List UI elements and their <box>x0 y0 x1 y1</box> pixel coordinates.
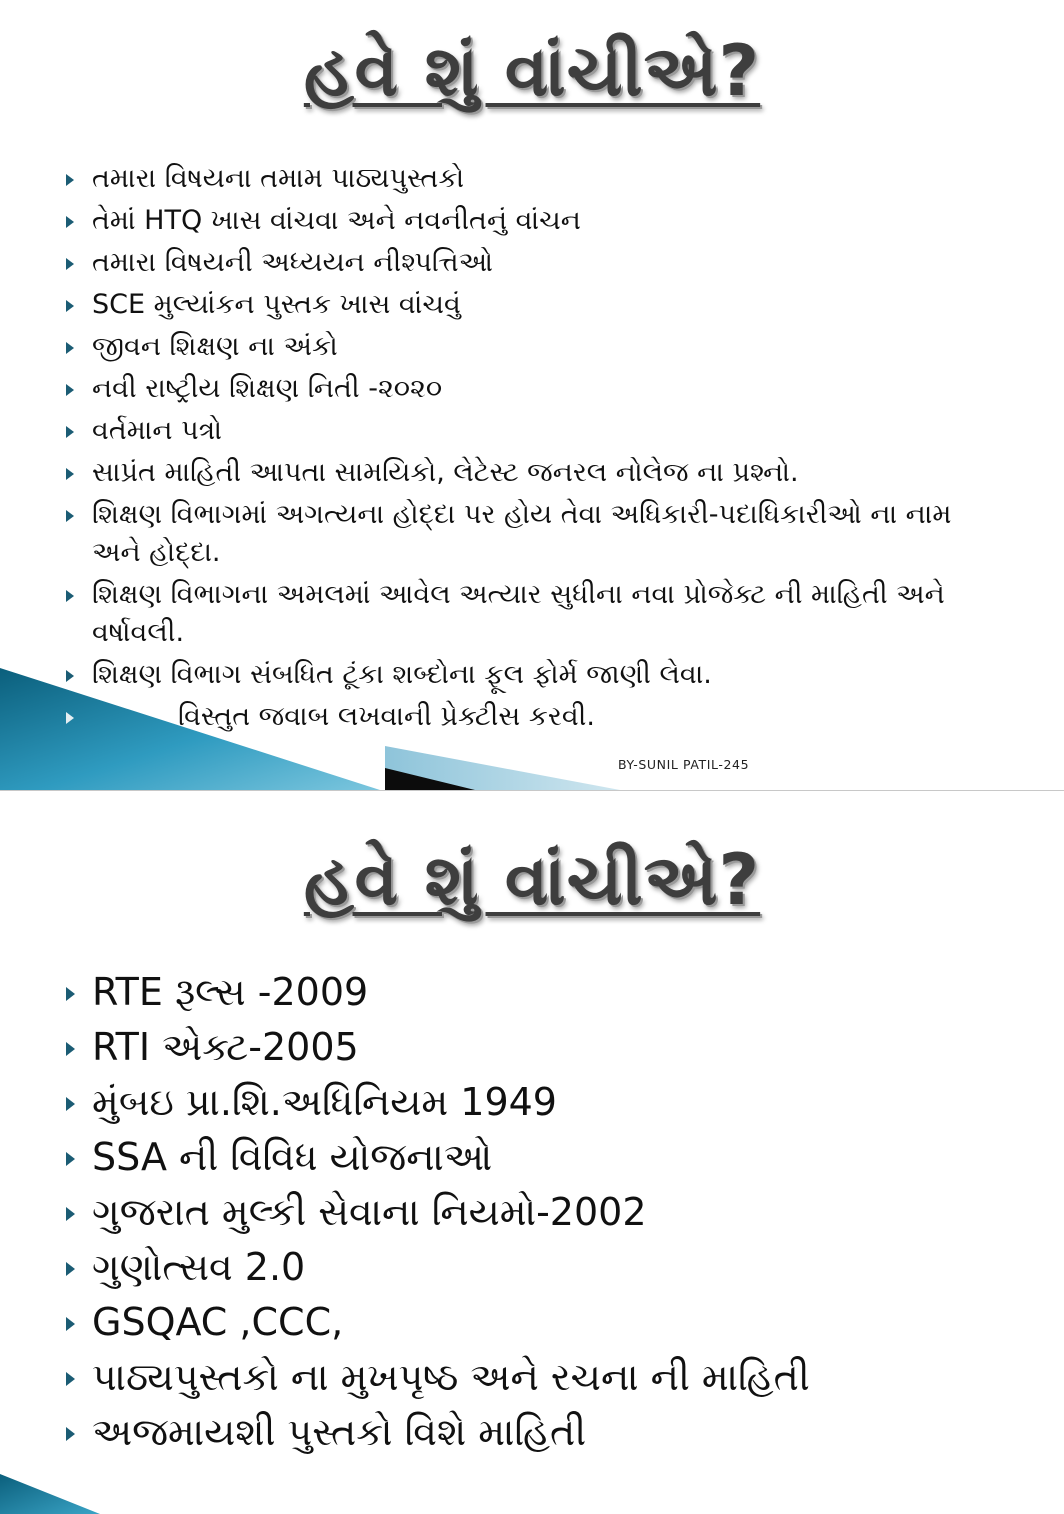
bullet-arrow-icon <box>66 258 74 270</box>
list-item: RTE રૂલ્સ -2009 <box>92 968 992 1016</box>
list-item: નવી રાષ્ટ્રીય શિક્ષણ નિતી -૨૦૨૦ <box>92 370 992 408</box>
bullet-arrow-icon <box>66 384 74 396</box>
bullet-arrow-icon <box>66 1152 75 1166</box>
bullet-arrow-icon <box>66 342 74 354</box>
bullet-arrow-icon <box>66 510 74 522</box>
list-item: શિક્ષણ વિભાગ સંબધિત ટૂંકા શબ્દોના ફૂલ ફોર્મ જાણી લેવા. <box>92 656 992 694</box>
bullet-arrow-icon <box>66 1207 75 1221</box>
bullet-arrow-icon <box>66 174 74 186</box>
list-item: RTI એક્ટ-2005 <box>92 1023 992 1071</box>
list-item: SCE મુલ્યાંકન પુસ્તક ખાસ વાંચવું <box>92 286 992 324</box>
list-item: શિક્ષણ વિભાગના અમલમાં આવેલ અત્યાર સુધીના નવા પ્રોજેક્ટ ની માહિતી અને વર્ષાવલી. <box>92 576 992 652</box>
bullet-arrow-icon <box>66 1262 75 1276</box>
teal-corner-shape <box>0 1474 100 1514</box>
list-item: વિસ્તુત જવાબ લખવાની પ્રેક્ટીસ કરવી. <box>92 698 992 736</box>
bullet-arrow-icon <box>66 216 74 228</box>
slide-1-bullet-list <box>92 160 992 740</box>
bullet-arrow-icon <box>66 712 74 724</box>
bullet-arrow-icon <box>66 590 74 602</box>
list-item: ગુણોત્સવ 2.0 <box>92 1243 992 1291</box>
list-item: અજમાયશી પુસ્તકો વિશે માહિતી <box>92 1408 992 1456</box>
bullet-arrow-icon <box>66 1372 75 1386</box>
list-item: વર્તમાન પત્રો <box>92 412 992 450</box>
author-credit: BY-SUNIL PATIL-245 <box>618 757 750 772</box>
slide-2-bullet-list <box>92 968 992 1463</box>
list-item: તેમાં HTQ ખાસ વાંચવા અને નવનીતનું વાંચન <box>92 202 992 240</box>
slide-2-title: હવે શું વાંચીએ? <box>303 839 761 921</box>
list-item: જીવન શિક્ષણ ના અંકો <box>92 328 992 366</box>
bullet-arrow-icon <box>66 1427 75 1441</box>
bullet-arrow-icon <box>66 468 74 480</box>
list-item: તમારા વિષયની અધ્યયન નીશ્પત્તિઓ <box>92 244 992 282</box>
bullet-arrow-icon <box>66 426 74 438</box>
bullet-arrow-icon <box>66 300 74 312</box>
list-item: શિક્ષણ વિભાગમાં અગત્યના હોદ્દા પર હોય તેવા અધિકારી-પદાધિકારીઓ ના નામ અને હોદ્દા. <box>92 496 992 572</box>
bullet-arrow-icon <box>66 1317 75 1331</box>
bullet-arrow-icon <box>66 670 74 682</box>
slide-1-title: હવે શું વાંચીએ? <box>303 30 761 112</box>
bullet-arrow-icon <box>66 987 75 1001</box>
list-item: સાપ્રંત માહિતી આપતા સામયિકો, લેટેસ્ટ જનરલ નોલેજ ના પ્રશ્નો. <box>92 454 992 492</box>
list-item: મુંબઇ પ્રા.શિ.અધિનિયમ 1949 <box>92 1078 992 1126</box>
list-item: SSA ની વિવિધ યોજનાઓ <box>92 1133 992 1181</box>
list-item: ગુજરાત મુલ્કી સેવાના નિયમો-2002 <box>92 1188 992 1236</box>
bullet-arrow-icon <box>66 1097 75 1111</box>
bullet-arrow-icon <box>66 1042 75 1056</box>
list-item: પાઠ્યપુસ્તકો ના મુખપૃષ્ઠ અને રચના ની માહિતી <box>92 1353 992 1401</box>
list-item: GSQAC ,CCC, <box>92 1298 992 1346</box>
list-item: તમારા વિષયના તમામ પાઠ્યપુસ્તકો <box>92 160 992 198</box>
